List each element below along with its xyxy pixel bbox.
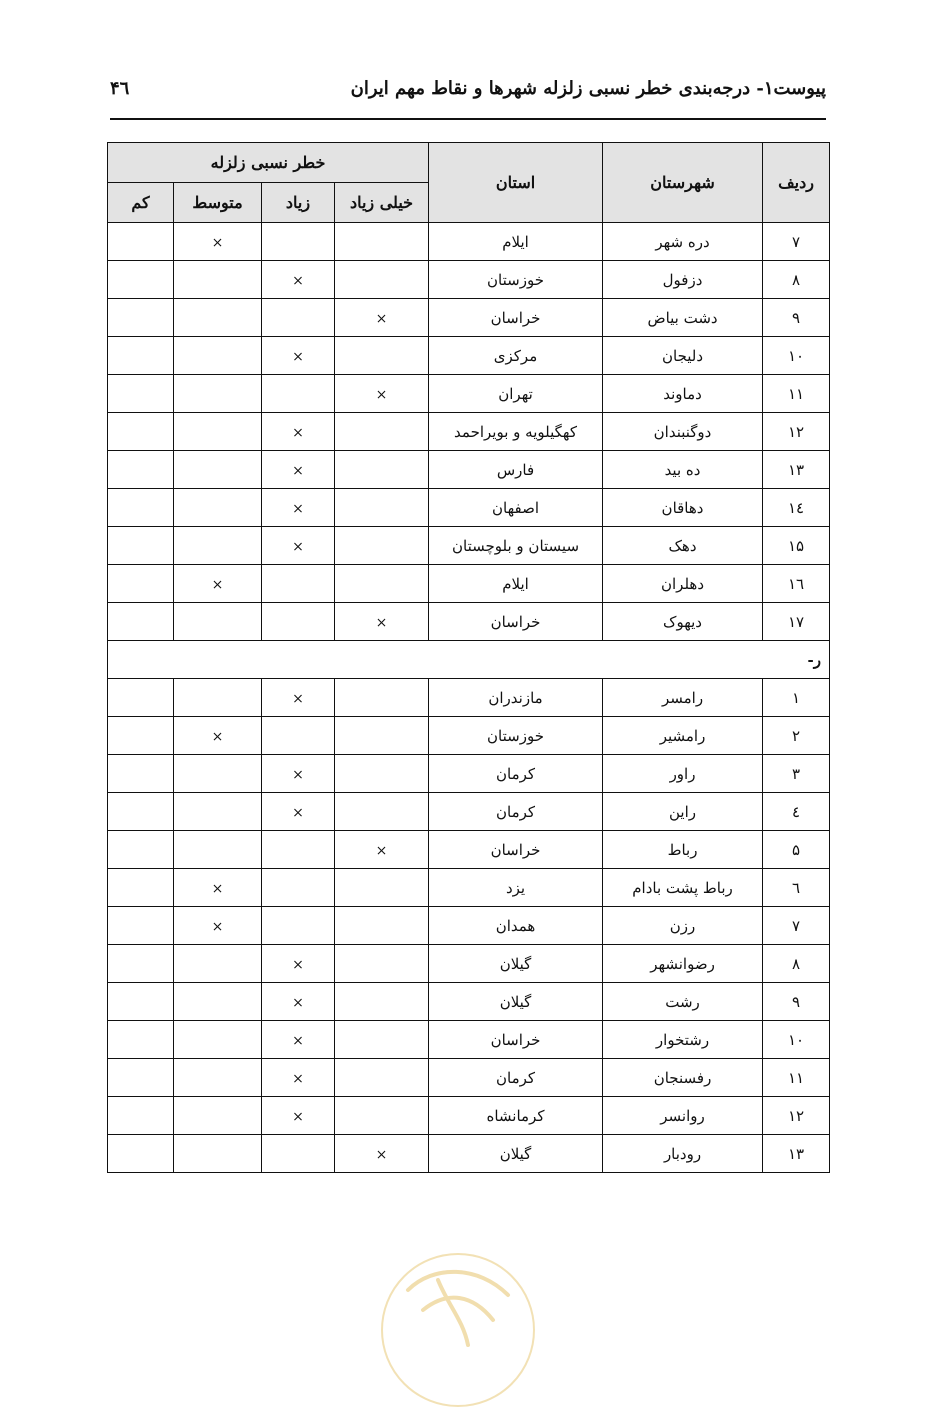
table-row — [108, 565, 830, 603]
row-number-cell: ۱ — [763, 679, 830, 717]
risk-high-cell — [262, 945, 335, 983]
row-number-cell: ۷ — [763, 907, 830, 945]
table-row — [108, 1135, 830, 1173]
province-cell: کرمانشاه — [429, 1097, 603, 1135]
risk-mark: × — [211, 918, 224, 935]
risk-very-high-cell — [335, 451, 429, 489]
table-row — [108, 1097, 830, 1135]
table-row — [108, 603, 830, 641]
risk-high-cell — [262, 337, 335, 375]
risk-low-cell — [108, 261, 174, 299]
province-cell: خراسان — [429, 831, 603, 869]
risk-medium-cell — [174, 1021, 262, 1059]
risk-mark: × — [292, 348, 304, 365]
province-cell: فارس — [429, 451, 603, 489]
risk-low-cell — [108, 603, 174, 641]
risk-mark: × — [211, 234, 224, 251]
risk-medium-cell — [174, 603, 262, 641]
city-cell: راین — [603, 793, 763, 831]
risk-mark: × — [375, 1146, 388, 1163]
table-row — [108, 1021, 830, 1059]
row-number-cell: ۵ — [763, 831, 830, 869]
risk-low-cell — [108, 945, 174, 983]
city-cell: دره شهر — [603, 223, 763, 261]
city-cell: رفسنجان — [603, 1059, 763, 1097]
risk-medium-cell — [174, 299, 262, 337]
province-cell: خراسان — [429, 603, 603, 641]
risk-medium-cell — [174, 679, 262, 717]
page-title: پیوست۱- درجه‌بندی خطر نسبی زلزله شهرها و نقاط مهم ایران — [350, 78, 826, 99]
risk-very-high-cell — [335, 375, 429, 413]
city-cell: دماوند — [603, 375, 763, 413]
table-row — [108, 983, 830, 1021]
row-number-cell: ٤ — [763, 793, 830, 831]
risk-medium-cell — [174, 793, 262, 831]
risk-medium-cell — [174, 1135, 262, 1173]
risk-mark: × — [211, 880, 224, 897]
risk-low-cell — [108, 451, 174, 489]
table-row — [108, 831, 830, 869]
risk-low-cell — [108, 489, 174, 527]
row-number-cell: ۸ — [763, 261, 830, 299]
province-cell: کرمان — [429, 755, 603, 793]
risk-very-high-cell — [335, 793, 429, 831]
row-number-cell: ۹ — [763, 299, 830, 337]
table-row — [108, 489, 830, 527]
risk-very-high-cell — [335, 603, 429, 641]
row-number-cell: ۱۳ — [763, 1135, 830, 1173]
risk-mark: × — [292, 272, 304, 289]
risk-very-high-cell — [335, 945, 429, 983]
risk-very-high-cell — [335, 1059, 429, 1097]
header-very-high: خیلی زیاد — [335, 183, 429, 223]
risk-low-cell — [108, 565, 174, 603]
risk-very-high-cell — [335, 1135, 429, 1173]
risk-high-cell — [262, 679, 335, 717]
risk-high-cell — [262, 755, 335, 793]
risk-high-cell — [262, 527, 335, 565]
risk-low-cell — [108, 299, 174, 337]
table-row — [108, 375, 830, 413]
city-cell: رشت — [603, 983, 763, 1021]
risk-high-cell — [262, 869, 335, 907]
risk-very-high-cell — [335, 869, 429, 907]
row-number-cell: ۱۷ — [763, 603, 830, 641]
risk-mark: × — [292, 1070, 304, 1087]
table-row — [108, 755, 830, 793]
risk-high-cell — [262, 983, 335, 1021]
province-cell: کهگیلویه و بویراحمد — [429, 413, 603, 451]
city-cell: رشتخوار — [603, 1021, 763, 1059]
row-number-cell: ۹ — [763, 983, 830, 1021]
risk-very-high-cell — [335, 1097, 429, 1135]
risk-very-high-cell — [335, 1021, 429, 1059]
risk-high-cell — [262, 1021, 335, 1059]
risk-very-high-cell — [335, 261, 429, 299]
risk-mark: × — [292, 1032, 304, 1049]
risk-high-cell — [262, 831, 335, 869]
city-cell: رودبار — [603, 1135, 763, 1173]
risk-high-cell — [262, 223, 335, 261]
risk-low-cell — [108, 337, 174, 375]
city-cell: دیهوک — [603, 603, 763, 641]
table-row — [108, 337, 830, 375]
risk-low-cell — [108, 223, 174, 261]
risk-very-high-cell — [335, 337, 429, 375]
city-cell: دزفول — [603, 261, 763, 299]
risk-high-cell — [262, 603, 335, 641]
risk-high-cell — [262, 717, 335, 755]
province-cell: ایلام — [429, 223, 603, 261]
province-cell: کرمان — [429, 1059, 603, 1097]
risk-low-cell — [108, 1021, 174, 1059]
province-cell: گیلان — [429, 945, 603, 983]
risk-medium-cell — [174, 907, 262, 945]
risk-high-cell — [262, 1097, 335, 1135]
risk-mark: × — [292, 994, 304, 1011]
row-number-cell: ٦ — [763, 869, 830, 907]
table-row — [108, 413, 830, 451]
risk-high-cell — [262, 793, 335, 831]
table-body — [108, 223, 830, 1173]
province-cell: همدان — [429, 907, 603, 945]
page-header — [110, 70, 826, 120]
risk-medium-cell — [174, 717, 262, 755]
row-number-cell: ۸ — [763, 945, 830, 983]
risk-mark: × — [375, 614, 388, 631]
province-cell: مرکزی — [429, 337, 603, 375]
risk-very-high-cell — [335, 679, 429, 717]
row-number-cell: ۳ — [763, 755, 830, 793]
risk-very-high-cell — [335, 299, 429, 337]
section-row — [108, 641, 830, 679]
city-cell: دهک — [603, 527, 763, 565]
risk-mark: × — [292, 690, 304, 707]
risk-low-cell — [108, 1135, 174, 1173]
risk-high-cell — [262, 451, 335, 489]
risk-medium-cell — [174, 337, 262, 375]
risk-medium-cell — [174, 755, 262, 793]
risk-medium-cell — [174, 375, 262, 413]
header-row-no: ردیف — [763, 143, 830, 223]
risk-high-cell — [262, 565, 335, 603]
risk-very-high-cell — [335, 717, 429, 755]
risk-low-cell — [108, 755, 174, 793]
risk-low-cell — [108, 413, 174, 451]
risk-very-high-cell — [335, 831, 429, 869]
page-number: ۴٦ — [110, 78, 130, 99]
province-cell: خوزستان — [429, 261, 603, 299]
city-cell: رباط — [603, 831, 763, 869]
risk-high-cell — [262, 375, 335, 413]
risk-mark: × — [292, 462, 304, 479]
header-high: زیاد — [262, 183, 335, 223]
risk-high-cell — [262, 489, 335, 527]
province-cell: ایلام — [429, 565, 603, 603]
table-row — [108, 945, 830, 983]
risk-mark: × — [375, 386, 388, 403]
province-cell: یزد — [429, 869, 603, 907]
risk-low-cell — [108, 869, 174, 907]
city-cell: رامشیر — [603, 717, 763, 755]
city-cell: دشت بیاض — [603, 299, 763, 337]
risk-low-cell — [108, 1059, 174, 1097]
risk-very-high-cell — [335, 983, 429, 1021]
risk-high-cell — [262, 261, 335, 299]
row-number-cell: ۱۰ — [763, 337, 830, 375]
table-row — [108, 451, 830, 489]
risk-low-cell — [108, 1097, 174, 1135]
risk-medium-cell — [174, 869, 262, 907]
risk-low-cell — [108, 793, 174, 831]
risk-low-cell — [108, 527, 174, 565]
row-number-cell: ۱۵ — [763, 527, 830, 565]
province-cell: گیلان — [429, 1135, 603, 1173]
table-row — [108, 907, 830, 945]
province-cell: اصفهان — [429, 489, 603, 527]
risk-very-high-cell — [335, 527, 429, 565]
risk-medium-cell — [174, 489, 262, 527]
city-cell: روانسر — [603, 1097, 763, 1135]
row-number-cell: ۲ — [763, 717, 830, 755]
row-number-cell: ۱٦ — [763, 565, 830, 603]
city-cell: رامسر — [603, 679, 763, 717]
risk-mark: × — [292, 1108, 304, 1125]
province-cell: سیستان و بلوچستان — [429, 527, 603, 565]
row-number-cell: ۷ — [763, 223, 830, 261]
table-row — [108, 261, 830, 299]
city-cell: رضوانشهر — [603, 945, 763, 983]
city-cell: رزن — [603, 907, 763, 945]
earthquake-risk-table — [107, 142, 830, 1173]
city-cell: ده بید — [603, 451, 763, 489]
province-cell: تهران — [429, 375, 603, 413]
risk-mark: × — [211, 576, 224, 593]
risk-very-high-cell — [335, 223, 429, 261]
risk-high-cell — [262, 1059, 335, 1097]
header-city: شهرستان — [603, 143, 763, 223]
row-number-cell: ۱٤ — [763, 489, 830, 527]
risk-medium-cell — [174, 983, 262, 1021]
city-cell: دهلران — [603, 565, 763, 603]
risk-low-cell — [108, 831, 174, 869]
city-cell: دلیجان — [603, 337, 763, 375]
risk-high-cell — [262, 907, 335, 945]
risk-very-high-cell — [335, 489, 429, 527]
row-number-cell: ۱۲ — [763, 1097, 830, 1135]
row-number-cell: ۱۲ — [763, 413, 830, 451]
risk-medium-cell — [174, 223, 262, 261]
risk-medium-cell — [174, 451, 262, 489]
publisher-logo — [378, 1250, 538, 1410]
risk-low-cell — [108, 375, 174, 413]
risk-mark: × — [292, 956, 304, 973]
table-row — [108, 679, 830, 717]
row-number-cell: ۱۳ — [763, 451, 830, 489]
risk-mark: × — [292, 804, 304, 821]
risk-medium-cell — [174, 565, 262, 603]
province-cell: خوزستان — [429, 717, 603, 755]
table-row — [108, 793, 830, 831]
risk-medium-cell — [174, 945, 262, 983]
province-cell: گیلان — [429, 983, 603, 1021]
risk-very-high-cell — [335, 755, 429, 793]
city-cell: دهاقان — [603, 489, 763, 527]
province-cell: خراسان — [429, 299, 603, 337]
risk-low-cell — [108, 907, 174, 945]
risk-high-cell — [262, 413, 335, 451]
risk-mark: × — [375, 310, 388, 327]
risk-mark: × — [375, 842, 388, 859]
province-cell: خراسان — [429, 1021, 603, 1059]
city-cell: رباط پشت بادام — [603, 869, 763, 907]
risk-high-cell — [262, 1135, 335, 1173]
risk-high-cell — [262, 299, 335, 337]
risk-medium-cell — [174, 831, 262, 869]
row-number-cell: ۱۱ — [763, 375, 830, 413]
city-cell: دوگنبندان — [603, 413, 763, 451]
table-row — [108, 299, 830, 337]
risk-low-cell — [108, 717, 174, 755]
risk-medium-cell — [174, 261, 262, 299]
risk-medium-cell — [174, 1097, 262, 1135]
header-province: استان — [429, 143, 603, 223]
risk-mark: × — [292, 766, 304, 783]
risk-mark: × — [292, 500, 304, 517]
table-row — [108, 527, 830, 565]
risk-mark: × — [211, 728, 224, 745]
risk-medium-cell — [174, 1059, 262, 1097]
row-number-cell: ۱۰ — [763, 1021, 830, 1059]
risk-very-high-cell — [335, 413, 429, 451]
risk-low-cell — [108, 983, 174, 1021]
province-cell: کرمان — [429, 793, 603, 831]
risk-very-high-cell — [335, 565, 429, 603]
table-row — [108, 1059, 830, 1097]
header-low: کم — [108, 183, 174, 223]
risk-medium-cell — [174, 413, 262, 451]
province-cell: مازندران — [429, 679, 603, 717]
header-risk-group: خطر نسبی زلزله — [108, 143, 429, 183]
row-number-cell: ۱۱ — [763, 1059, 830, 1097]
section-label: ر- — [108, 641, 830, 679]
table-row — [108, 869, 830, 907]
risk-mark: × — [292, 538, 304, 555]
risk-very-high-cell — [335, 907, 429, 945]
table-row — [108, 717, 830, 755]
risk-mark: × — [292, 424, 304, 441]
risk-low-cell — [108, 679, 174, 717]
city-cell: راور — [603, 755, 763, 793]
header-medium: متوسط — [174, 183, 262, 223]
table-row — [108, 223, 830, 261]
risk-medium-cell — [174, 527, 262, 565]
